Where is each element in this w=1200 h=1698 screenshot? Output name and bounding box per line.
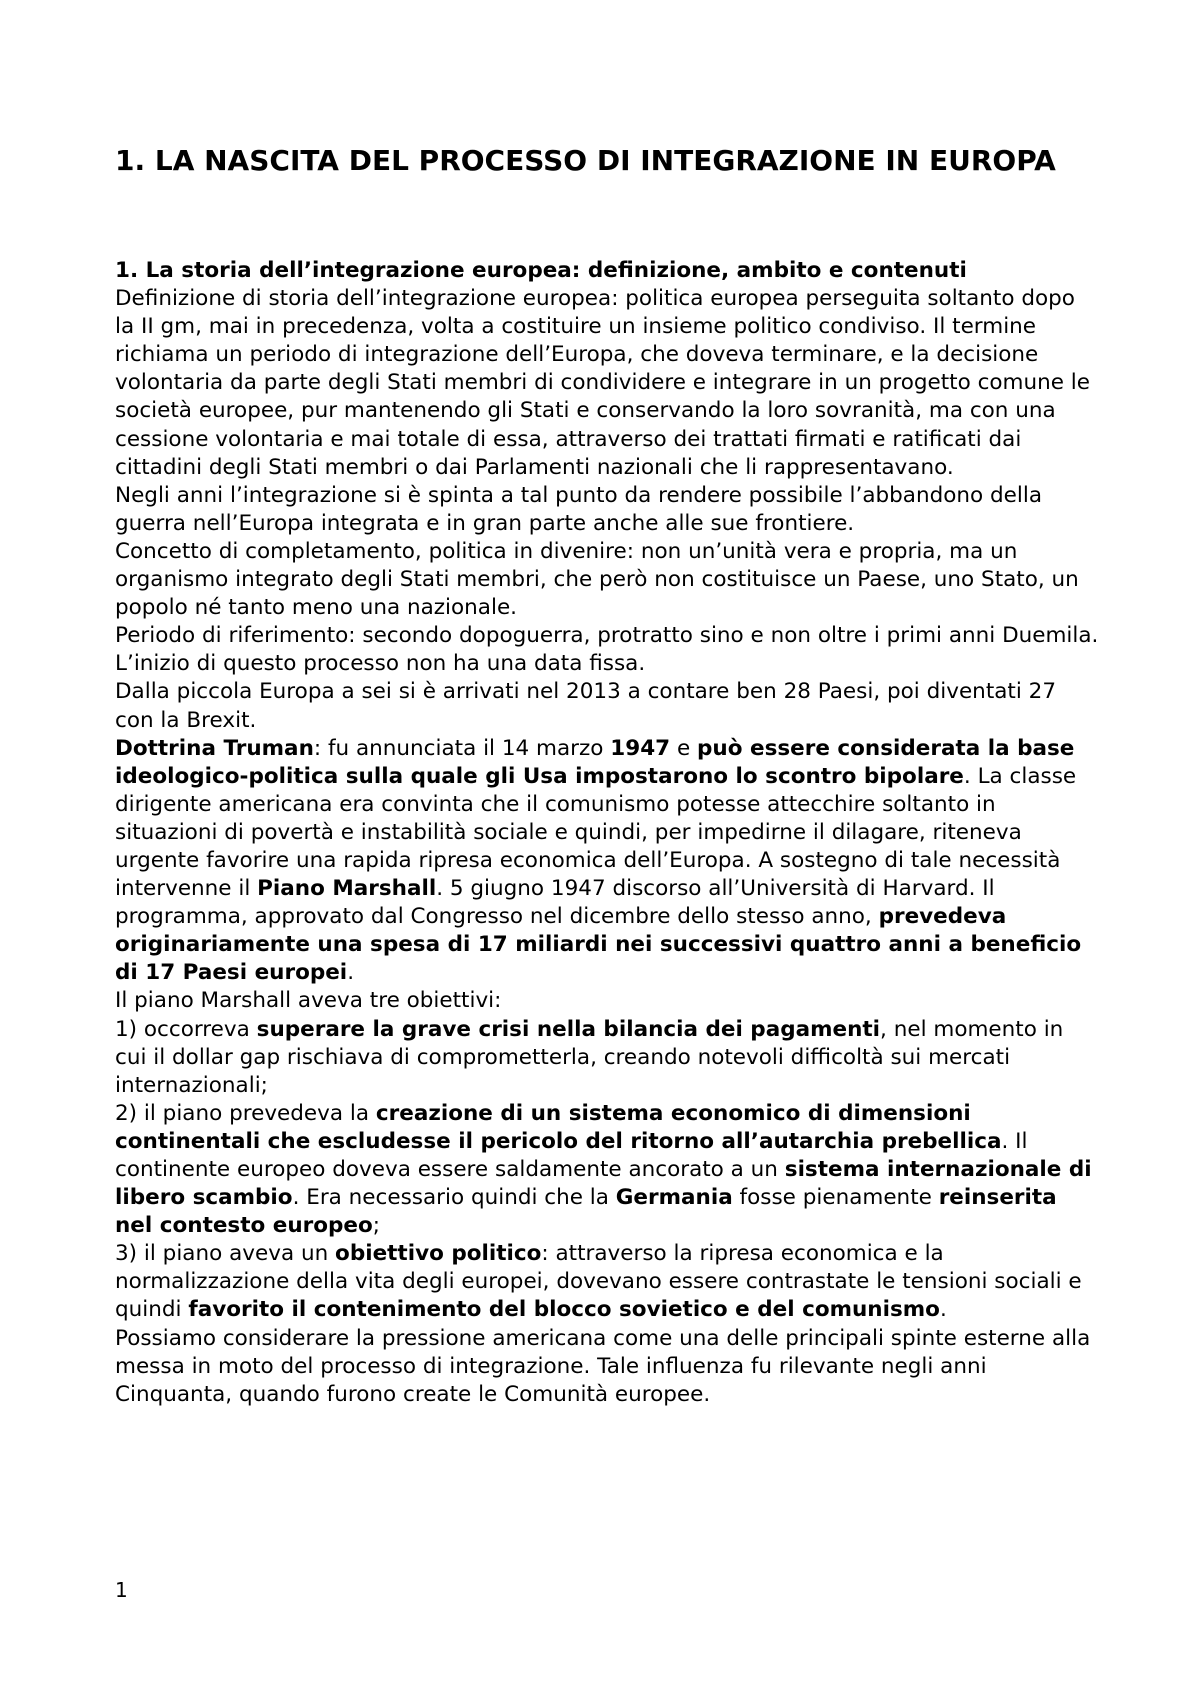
paragraph xyxy=(115,622,1100,678)
paragraph xyxy=(115,1240,1100,1324)
paragraph-list xyxy=(115,285,1100,1409)
bold-text-run: obiettivo politico xyxy=(335,1241,542,1267)
section-heading: 1. La storia dell’integrazione europea: definizione, ambito e contenuti xyxy=(115,258,967,283)
bold-text-run: 1947 xyxy=(610,735,671,761)
bold-text-run: può essere considerata la base ideologico-politica sulla quale gli Usa impostarono lo scontro bipolare xyxy=(115,735,1075,789)
bold-text-run: prevedeva originariamente una spesa di 17 miliardi nei successivi quattro anni a beneficio di 17 Paesi europei xyxy=(115,904,1082,986)
document-body xyxy=(115,257,1100,1409)
page-number: 1 xyxy=(115,1578,128,1602)
text-run: Definizione di storia dell’integrazione europea: politica europea perseguita soltanto dopo la II gm, mai in precedenza, volta a costituire un insieme politico condiviso. Il termine richiama un periodo di integrazione dell’Europa, che doveva terminare, e la decisione volontaria da parte degli Stati membri di condividere e integrare in un progetto comune le società europee, pur mantenendo gli Stati e conservando la loro sovranità, ma con una cessione volontaria e mai totale di essa, attraverso dei trattati firmati e ratificati dai cittadini degli Stati membri o dai Parlamenti nazionali che li rappresentavano. xyxy=(115,286,1091,480)
bold-text-run: superare la grave crisi nella bilancia dei pagamenti xyxy=(256,1016,881,1042)
paragraph xyxy=(115,538,1100,622)
paragraph xyxy=(115,482,1100,538)
bold-text-run: favorito il contenimento del blocco sovietico e del comunismo xyxy=(188,1297,940,1323)
text-run: ; xyxy=(372,1213,381,1239)
text-run: fosse pienamente xyxy=(732,1185,939,1211)
text-run: : fu annunciata il 14 marzo xyxy=(313,735,611,761)
text-run: e xyxy=(670,735,698,761)
bold-text-run: reinserita nel contesto europeo xyxy=(115,1185,1057,1239)
paragraph xyxy=(115,678,1100,734)
bold-text-run: Piano Marshall xyxy=(257,876,437,902)
text-run: 3) il piano aveva un xyxy=(115,1241,336,1267)
text-run: Possiamo considerare la pressione americana come una delle principali spinte esterne alla messa in moto del processo di integrazione. Tale influenza fu rilevante negli anni Cinquanta, quando furono create le Comunità europee. xyxy=(115,1325,1091,1407)
bold-text-run: sistema internazionale di libero scambio xyxy=(115,1157,1092,1211)
paragraph xyxy=(115,285,1100,482)
text-run: Il piano Marshall aveva tre obiettivi: xyxy=(115,988,502,1014)
text-run: Negli anni l’integrazione si è spinta a tal punto da rendere possibile l’abbandono della guerra nell’Europa integrata e in gran parte anche alle sue frontiere. xyxy=(115,482,1043,536)
text-run: 2) il piano prevedeva la xyxy=(115,1100,376,1126)
paragraph xyxy=(115,735,1100,988)
text-run: , nel momento in cui il dollar gap rischiava di comprometterla, creando notevoli difficoltà sui mercati internazionali; xyxy=(115,1016,1064,1098)
text-run: Periodo di riferimento: secondo dopoguerra, protratto sino e non oltre i primi anni Duemila. L’inizio di questo processo non ha una data fissa. xyxy=(115,623,1099,677)
paragraph xyxy=(115,1325,1100,1409)
text-run: : attraverso la ripresa economica e la normalizzazione della vita degli europei, dovevano essere contrastate le tensioni sociali e quindi xyxy=(115,1241,1082,1323)
text-run: . Era necessario quindi che la xyxy=(292,1185,616,1211)
text-run: 1) occorreva xyxy=(115,1016,257,1042)
paragraph xyxy=(115,1100,1100,1240)
document-title: 1. LA NASCITA DEL PROCESSO DI INTEGRAZIONE IN EUROPA xyxy=(115,144,1056,177)
text-run: . xyxy=(347,960,355,986)
text-run: . La classe dirigente americana era convinta che il comunismo potesse attecchire soltanto in situazioni di povertà e instabilità sociale e quindi, per impedirne il dilagare, riteneva urgente favorire una rapida ripresa economica dell’Europa. A sostegno di tale necessità intervenne il xyxy=(115,763,1077,902)
text-run: Concetto di completamento, politica in divenire: non un’unità vera e propria, ma un organismo integrato degli Stati membri, che però non costituisce un Paese, uno Stato, un popolo né tanto meno una nazionale. xyxy=(115,538,1079,621)
text-run: . 5 giugno 1947 discorso all’Università di Harvard. Il programma, approvato dal Congresso nel dicembre dello stesso anno, xyxy=(115,876,995,930)
paragraph xyxy=(115,987,1100,1015)
text-run: . Il continente europeo doveva essere saldamente ancorato a un xyxy=(115,1128,1028,1182)
text-run: Dalla piccola Europa a sei si è arrivati nel 2013 a contare ben 28 Paesi, poi diventati 27 con la Brexit. xyxy=(115,679,1057,733)
bold-text-run: Germania xyxy=(615,1185,733,1211)
paragraph xyxy=(115,1016,1100,1100)
bold-text-run: Dottrina Truman xyxy=(115,735,314,761)
text-run: . xyxy=(939,1297,947,1323)
bold-text-run: creazione di un sistema economico di dimensioni continentali che escludesse il pericolo del ritorno all’autarchia prebellica xyxy=(115,1100,1002,1154)
